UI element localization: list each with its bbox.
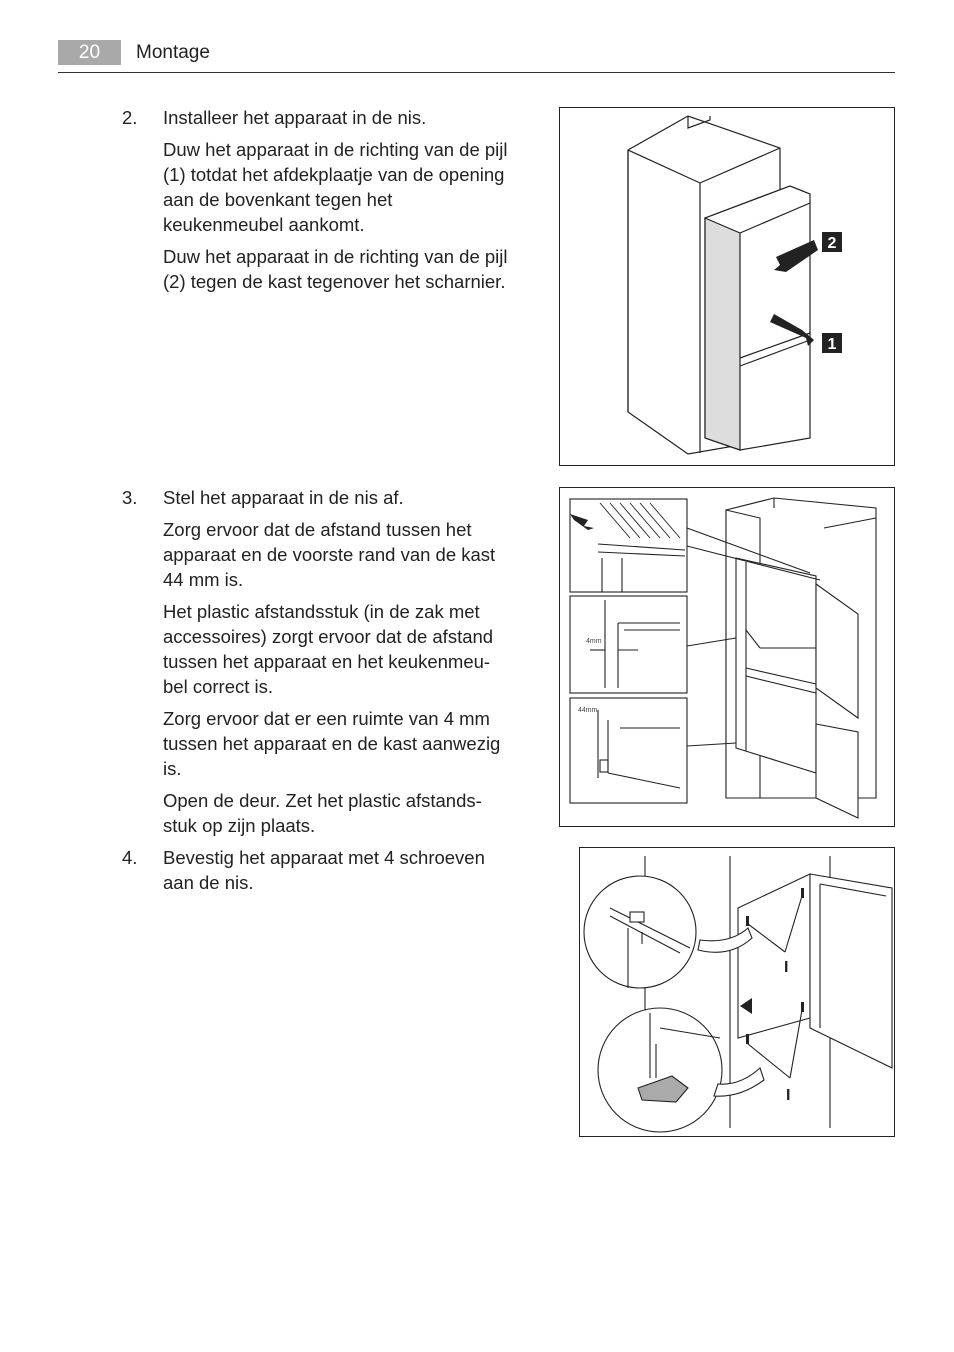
figure-install-niche: [559, 107, 895, 466]
label-screw-top: I: [784, 959, 789, 976]
screws-illustration: [580, 848, 894, 1136]
alignment-illustration: [560, 488, 894, 826]
label-44mm: 44mm: [578, 707, 598, 714]
figure-align-niche: [559, 487, 895, 827]
step-paragraph: Duw het apparaat in de richting van de pijl (2) tegen de kast tegenover het scharnier.: [163, 246, 508, 292]
step-number: 2.: [122, 107, 138, 128]
section-title: Montage: [136, 42, 210, 63]
callout-1-label: 1: [827, 336, 837, 353]
step-paragraph: Open de deur. Zet het plastic afstands-stuk op zijn plaats.: [163, 790, 482, 836]
fridge-niche-illustration: [560, 108, 894, 465]
step-4: [122, 845, 512, 902]
step-paragraph: Het plastic afstandsstuk (in de zak met accessoires) zorgt ervoor dat de afstand tussen het apparaat en het keukenmeu-bel correct is.: [163, 601, 494, 697]
step-number: 3.: [122, 487, 138, 508]
label-screw-bottom: I: [786, 1087, 791, 1104]
step-paragraph: Zorg ervoor dat er een ruimte van 4 mm tussen het apparaat en de kast aanwezig is.: [163, 708, 501, 779]
label-4mm: 4mm: [586, 638, 602, 645]
step-3: [122, 485, 512, 845]
figure-screws: [579, 847, 895, 1137]
callout-2-label: 2: [827, 235, 837, 252]
step-paragraph: Zorg ervoor dat de afstand tussen het apparaat en de voorste rand van de kast 44 mm is.: [163, 519, 496, 590]
page-number: 20: [58, 40, 121, 65]
step-title: Stel het apparaat in de nis af.: [163, 487, 404, 508]
step-2: [122, 105, 512, 301]
arrow-left-icon: [740, 998, 752, 1014]
step-title: Bevestig het apparaat met 4 schroeven aan de nis.: [163, 847, 485, 893]
step-title: Installeer het apparaat in de nis.: [163, 107, 427, 128]
step-number: 4.: [122, 847, 138, 868]
page-header: [58, 40, 895, 73]
step-paragraph: Duw het apparaat in de richting van de pijl (1) totdat het afdekplaatje van de opening aan de bovenkant tegen het keukenmeubel aankomt.: [163, 139, 508, 235]
